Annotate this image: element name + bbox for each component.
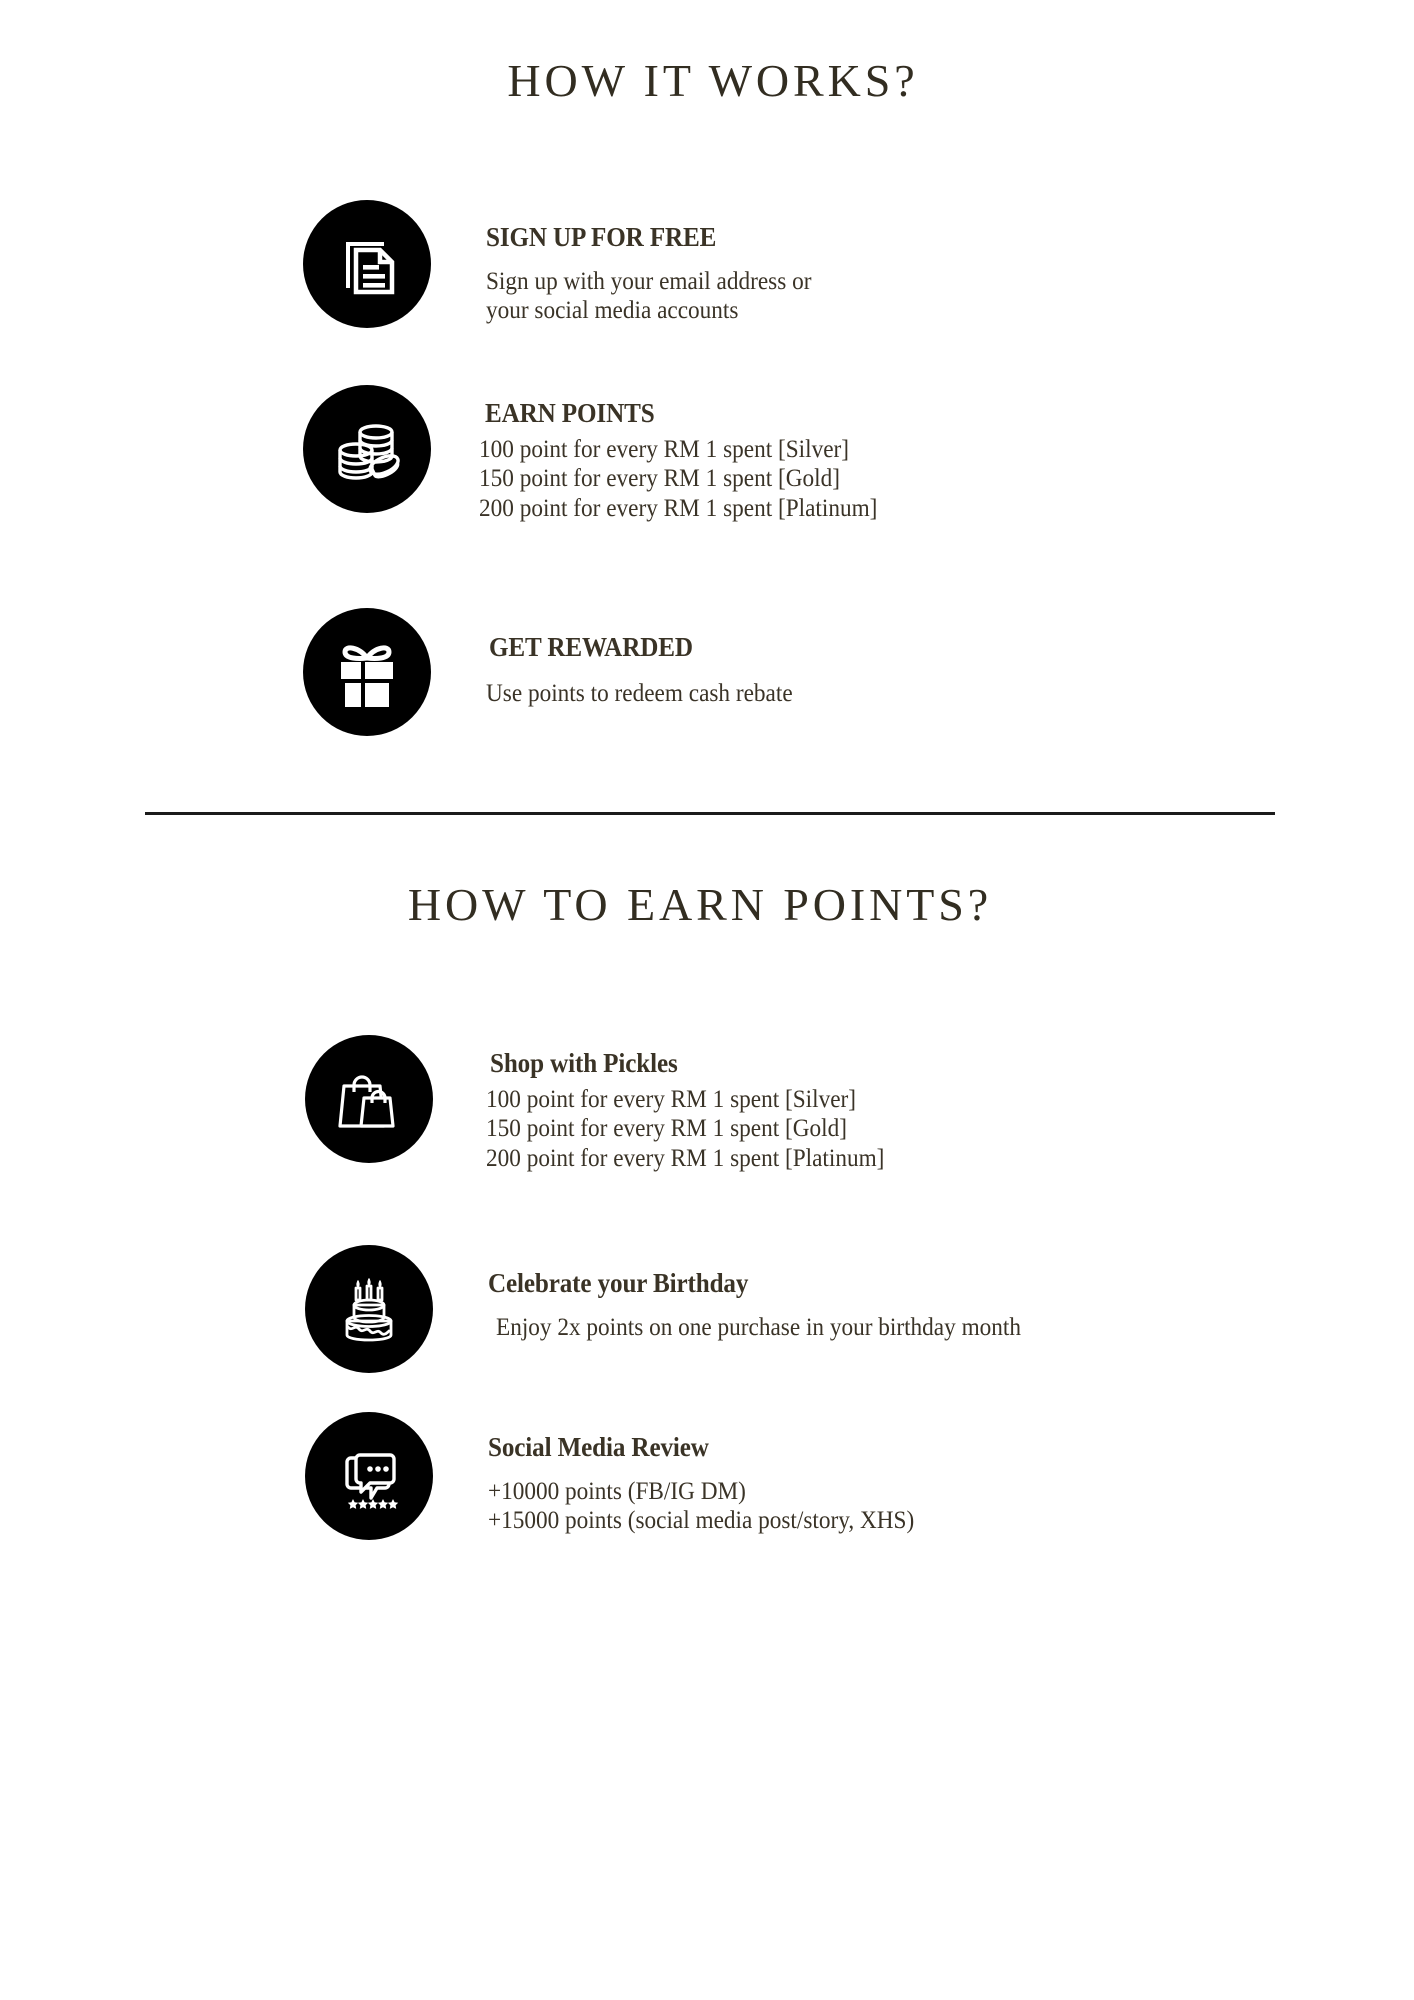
document-icon	[303, 200, 431, 328]
item-line: +15000 points (social media post/story, XHS)	[488, 1507, 915, 1535]
item-line: 150 point for every RM 1 spent [Gold]	[486, 1115, 847, 1143]
item-text-block	[486, 608, 816, 708]
item-lines	[479, 435, 907, 523]
item-heading: GET REWARDED	[489, 632, 693, 662]
item-line: Enjoy 2x points on one purchase in your birthday month	[496, 1314, 1021, 1341]
item-line: +10000 points (FB/IG DM)	[488, 1478, 746, 1505]
item-shop-with-pickles	[305, 1035, 914, 1173]
item-line: your social media accounts	[486, 297, 739, 325]
item-line: 150 point for every RM 1 spent [Gold]	[479, 465, 840, 493]
item-sign-up-for-free	[303, 200, 836, 328]
item-text-block	[486, 200, 836, 326]
item-line: Sign up with your email address or	[486, 268, 812, 295]
item-heading: Social Media Review	[488, 1432, 709, 1462]
item-earn-points	[303, 385, 907, 523]
item-lines	[486, 267, 836, 326]
item-social-media-review	[305, 1412, 946, 1540]
item-line: 200 point for every RM 1 spent [Platinum]	[479, 494, 878, 522]
item-get-rewarded	[303, 608, 816, 736]
coins-icon	[303, 385, 431, 513]
item-line: 100 point for every RM 1 spent [Silver]	[486, 1086, 857, 1113]
item-heading: Celebrate your Birthday	[488, 1268, 749, 1298]
item-text-block	[479, 385, 907, 523]
item-heading: SIGN UP FOR FREE	[486, 222, 717, 252]
birthday-cake-icon	[305, 1245, 433, 1373]
item-text-block	[488, 1245, 1061, 1342]
item-line: Use points to redeem cash rebate	[486, 680, 793, 707]
section-title-how-to-earn-points: HOW TO EARN POINTS?	[407, 879, 993, 930]
item-heading: EARN POINTS	[485, 398, 655, 428]
item-lines	[488, 1313, 1061, 1342]
speech-bubbles-icon	[305, 1412, 433, 1540]
gift-icon	[303, 608, 431, 736]
item-text-block	[486, 1035, 914, 1173]
item-line: 200 point for every RM 1 spent [Platinum]	[486, 1144, 885, 1172]
section-divider	[145, 812, 1275, 815]
item-lines	[486, 679, 816, 708]
item-line: 100 point for every RM 1 spent [Silver]	[479, 436, 850, 463]
item-heading: Shop with Pickles	[490, 1048, 678, 1078]
section-title-how-it-works: HOW IT WORKS?	[507, 55, 919, 106]
item-celebrate-your-birthday	[305, 1245, 1061, 1373]
shopping-bags-icon	[305, 1035, 433, 1163]
item-lines	[486, 1085, 914, 1173]
item-lines	[488, 1477, 946, 1536]
item-text-block	[488, 1412, 946, 1536]
